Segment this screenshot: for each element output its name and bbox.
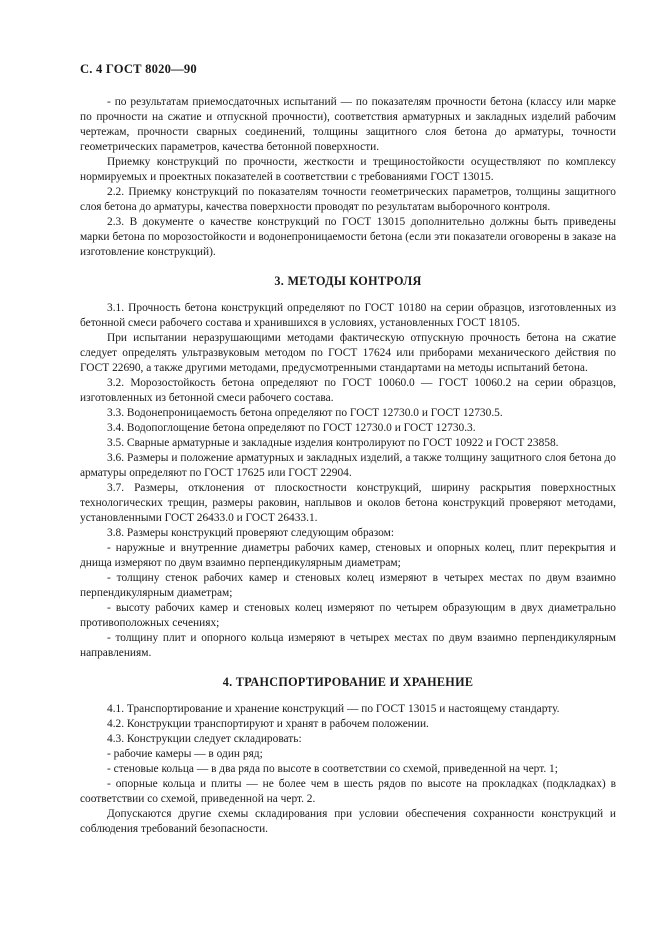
paragraph: 4.1. Транспортирование и хранение конструкций — по ГОСТ 13015 и настоящему стандарту. (107, 703, 560, 715)
list-item: - рабочие камеры — в один ряд; (107, 748, 263, 760)
paragraph: При испытании неразрушающими методами фактическую отпускную прочность бетона на сжатие следует определять ультразвуковым методом по ГОСТ 17624 или приборами механического действия по ГОСТ 22690, а также другими методами, предусмотренными стандартами на методы испытаний бетона. (80, 332, 616, 374)
paragraph: 3.8. Размеры конструкций проверяют следующим образом: (107, 527, 395, 539)
paragraph: 2.2. Приемку конструкций по показателям точности геометрических параметров, толщины защитного слоя бетона до арматуры, качества поверхности проводят по результатам выборочного контроля. (80, 186, 616, 213)
list-item: - высоту рабочих камер и стеновых колец измеряют по четырем образующим в двух диаметрально противоположных сечениях; (80, 602, 616, 629)
list-item: - толщину стенок рабочих камер и стеновых колец измеряют в четырех местах по двум взаимно перпендикулярным диаметрам; (80, 572, 616, 599)
paragraph: Допускаются другие схемы складирования при условии обеспечения сохранности конструкций и соблюдения требований безопасности. (80, 808, 616, 835)
document-body (80, 95, 616, 837)
paragraph: 3.7. Размеры, отклонения от плоскостности конструкций, ширину раскрытия поверхностных технологических трещин, размеры раковин, наплывов и околов бетона конструкций проверяют методами, установленными ГОСТ 26433.0 и ГОСТ 26433.1. (80, 482, 616, 524)
paragraph: 3.2. Морозостойкость бетона определяют по ГОСТ 10060.0 — ГОСТ 10060.2 на серии образцов, изготовленных из бетонной смеси рабочего состава. (80, 377, 616, 404)
paragraph: 4.2. Конструкции транспортируют и хранят в рабочем положении. (107, 718, 429, 730)
list-item: - опорные кольца и плиты — не более чем в шесть рядов по высоте на прокладках (подкладках) в соответствии со схемой, приведенной на черт. 2. (80, 778, 616, 805)
paragraph: 3.6. Размеры и положение арматурных и закладных изделий, а также толщину защитного слоя бетона до арматуры определяют по ГОСТ 17625 или ГОСТ 22904. (80, 452, 616, 479)
paragraph: 3.5. Сварные арматурные и закладные изделия контролируют по ГОСТ 10922 и ГОСТ 23858. (107, 437, 559, 449)
paragraph: 3.1. Прочность бетона конструкций определяют по ГОСТ 10180 на серии образцов, изготовленных из бетонной смеси рабочего состава и хранившихся в условиях, установленных ГОСТ 18105. (80, 302, 616, 329)
section-heading-methods: 3. МЕТОДЫ КОНТРОЛЯ (274, 274, 422, 288)
paragraph: Приемку конструкций по прочности, жесткости и трещиностойкости осуществляют по комплексу нормируемых и проектных показателей в соответствии с требованиями ГОСТ 13015. (80, 156, 616, 183)
list-item: - толщину плит и опорного кольца измеряют в четырех местах по двум взаимно перпендикулярным направлениям. (80, 632, 616, 659)
section-heading-transport: 4. ТРАНСПОРТИРОВАНИЕ И ХРАНЕНИЕ (222, 675, 474, 689)
paragraph: 4.3. Конструкции следует складировать: (107, 733, 302, 745)
paragraph: 3.3. Водонепроницаемость бетона определяют по ГОСТ 12730.0 и ГОСТ 12730.5. (107, 407, 503, 419)
paragraph: 2.3. В документе о качестве конструкций по ГОСТ 13015 дополнительно должны быть приведены марки бетона по морозостойкости и водонепроницаемости бетона (если эти показатели оговорены в заказе на изготовление конструкций). (80, 216, 616, 258)
list-item: - стеновые кольца — в два ряда по высоте в соответствии со схемой, приведенной на черт. 1; (107, 763, 558, 775)
paragraph: - по результатам приемосдаточных испытаний — по показателям прочности бетона (классу или марке по прочности на сжатие и отпускной прочности), соответствия арматурных и закладных изделий рабочим чертежам, прочности сварных соединений, толщины защитного слоя бетона до арматуры, точности геометрических параметров, качества бетонной поверхности. (80, 96, 616, 153)
page-header: С. 4 ГОСТ 8020—90 (80, 62, 197, 76)
paragraph: 3.4. Водопоглощение бетона определяют по ГОСТ 12730.0 и ГОСТ 12730.3. (107, 422, 476, 434)
list-item: - наружные и внутренние диаметры рабочих камер, стеновых и опорных колец, плит перекрытия и днища измеряют по двум взаимно перпендикулярным диаметрам; (80, 542, 616, 569)
